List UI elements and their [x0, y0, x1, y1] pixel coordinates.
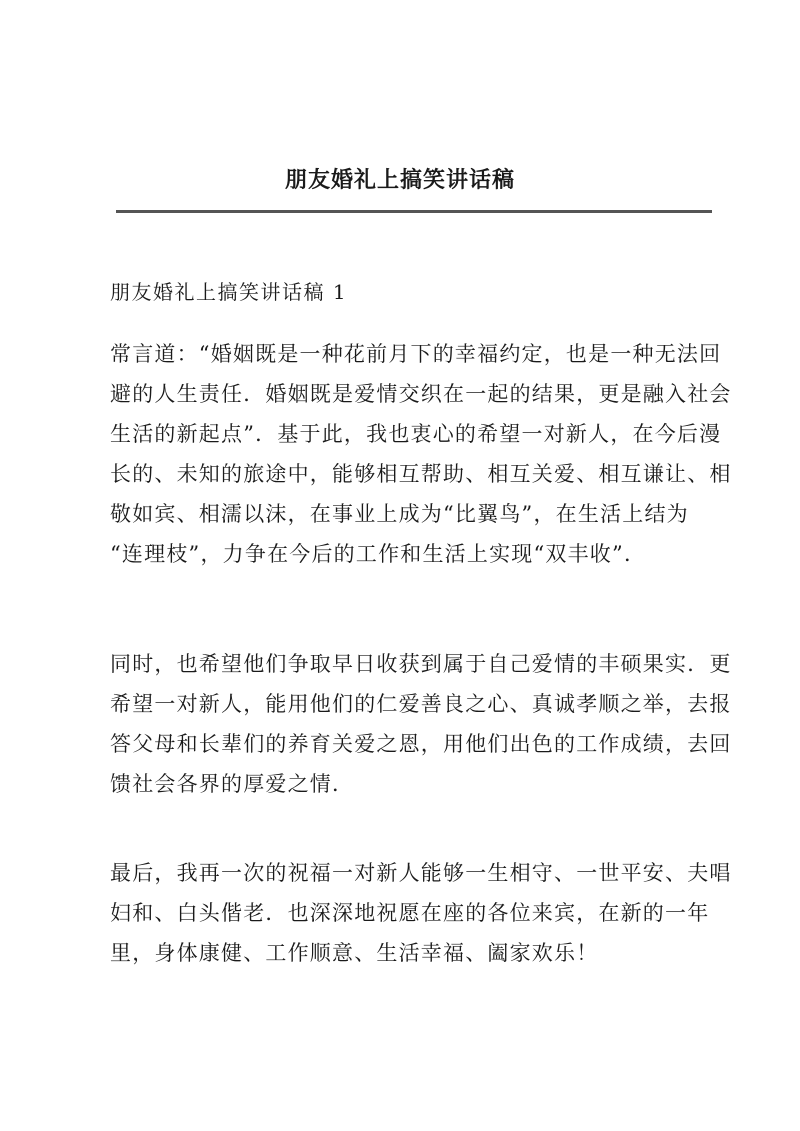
paragraph-2 — [110, 644, 730, 804]
paragraph-line: 最后，我再一次的祝福一对新人能够一生相守、一世平安、夫唱 — [110, 861, 732, 885]
paragraph-1 — [110, 334, 730, 574]
paragraph-line: 答父母和长辈们的养育关爱之恩，用他们出色的工作成绩，去回 — [110, 732, 732, 756]
paragraph-line: 里，身体康健、工作顺意、生活幸福、阖家欢乐！ — [110, 941, 599, 965]
paragraph-3 — [110, 853, 730, 973]
paragraph-line: 常言道：“婚姻既是一种花前月下的幸福约定，也是一种无法回 — [110, 342, 722, 366]
paragraph-line: 馈社会各界的厚爱之情． — [110, 772, 355, 796]
paragraph-line: 妇和、白头偕老．也深深地祝愿在座的各位来宾，在新的一年 — [110, 901, 710, 925]
paragraph-line: 生活的新起点”．基于此，我也衷心的希望一对新人，在今后漫 — [110, 422, 722, 446]
document-title: 朋友婚礼上搞笑讲话稿 — [284, 168, 515, 193]
title-divider — [116, 210, 712, 213]
section-heading: 朋友婚礼上搞笑讲话稿 1 — [110, 280, 348, 304]
paragraph-line: 长的、未知的旅途中，能够相互帮助、相互关爱、相互谦让、相 — [110, 462, 732, 486]
paragraph-line: 避的人生责任．婚姻既是爱情交织在一起的结果，更是融入社会 — [110, 382, 732, 406]
paragraph-line: 希望一对新人，能用他们的仁爱善良之心、真诚孝顺之举，去报 — [110, 692, 732, 716]
paragraph-line: 敬如宾、相濡以沫，在事业上成为“比翼鸟”，在生活上结为 — [110, 502, 689, 526]
paragraph-line: “连理枝”，力争在今后的工作和生活上实现“双丰收”． — [110, 542, 647, 566]
paragraph-line: 同时，也希望他们争取早日收获到属于自己爱情的丰硕果实．更 — [110, 652, 732, 676]
